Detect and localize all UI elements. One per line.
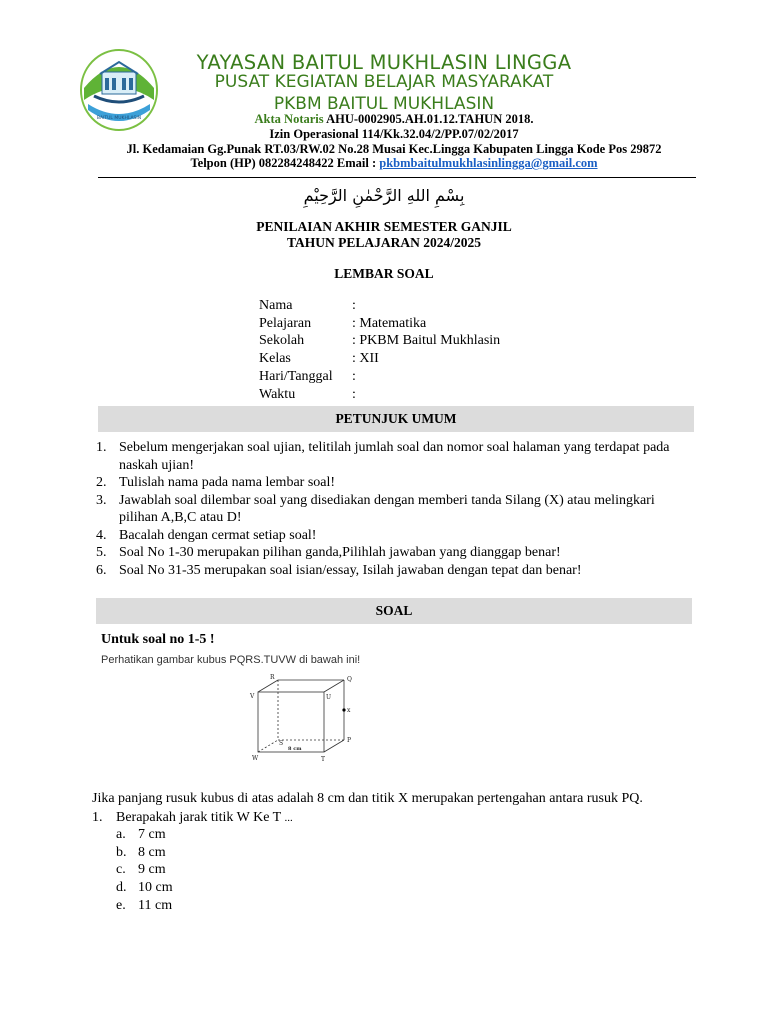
- exam-year: TAHUN PELAJARAN 2024/2025: [286, 235, 481, 250]
- figure-caption: Perhatikan gambar kubus PQRS.TUVW di bawah ini!: [101, 654, 361, 666]
- list-item: 5. Soal No 1-30 merupakan pilihan ganda,Pilihlah jawaban yang dianggap benar!: [96, 545, 561, 560]
- instructions-list: [96, 439, 696, 579]
- list-item: 4. Bacalah dengan cermat setiap soal!: [96, 527, 317, 543]
- address-line: Jl. Kedamaian Gg.Punak RT.03/RW.02 No.28 Musai Kec.Lingga Kabupaten Lingga Kode Pos 29872: [126, 142, 662, 156]
- soal-heading: SOAL: [96, 598, 692, 624]
- identity-row-pelajaran: Pelajaran : Matematika: [259, 316, 427, 331]
- option-c[interactable]: c. 9 cm: [116, 862, 166, 877]
- identity-row-waktu: Waktu :: [259, 387, 356, 402]
- option-a[interactable]: a. 7 cm: [116, 827, 166, 842]
- option-d[interactable]: d. 10 cm: [116, 880, 173, 895]
- akta-notaris-line: [80, 112, 708, 127]
- sheet-title: LEMBAR SOAL: [334, 266, 434, 281]
- list-item: 3. Jawablah soal dilembar soal yang disediakan dengan memberi tanda Silang (X) atau melingkari pilihan A,B,C atau D!: [96, 492, 655, 525]
- org-name-line2: PUSAT KEGIATAN BELAJAR MASYARAKAT: [214, 72, 554, 92]
- label-t: T: [321, 756, 326, 763]
- label-w: W: [252, 755, 259, 762]
- basmalah-text: بِسْمِ اللهِ الرَّحْمٰنِ الرَّحِيْمِ: [303, 186, 465, 205]
- identity-row-kelas: Kelas : XII: [259, 351, 379, 366]
- label-q: Q: [347, 676, 352, 683]
- instructions-heading: PETUNJUK UMUM: [98, 406, 694, 432]
- org-name-line1: YAYASAN BAITUL MUKHLASIN LINGGA: [196, 51, 572, 74]
- list-item: 6. Soal No 31-35 merupakan soal isian/essay, Isilah jawaban dengan tepat dan benar!: [96, 562, 582, 578]
- identity-row-sekolah: Sekolah : PKBM Baitul Mukhlasin: [259, 333, 501, 348]
- point-x-marker: [342, 708, 345, 711]
- label-u: U: [326, 694, 332, 701]
- identity-row-nama: Nama :: [259, 298, 356, 313]
- label-v: V: [250, 693, 255, 700]
- email-link[interactable]: pkbmbaitulmukhlasinlingga@gmail.com: [379, 156, 598, 170]
- label-edge-length: 8 cm: [288, 746, 302, 752]
- option-b[interactable]: b. 8 cm: [116, 845, 166, 860]
- label-s: S: [279, 740, 284, 747]
- phone-label: Telpon (HP) 082284248422 Email :: [190, 156, 380, 170]
- izin-operasional: Izin Operasional 114/Kk.32.04/2/PP.07/02/2017: [269, 127, 519, 141]
- list-item: 1. Sebelum mengerjakan soal ujian, telitilah jumlah soal dan nomor soal halaman yang terdapat pada naskah ujian!: [96, 440, 670, 473]
- akta-value: AHU-0002905.AH.01.12.TAHUN 2018: [326, 112, 531, 126]
- label-r: R: [270, 674, 275, 681]
- akta-label: Akta Notaris: [254, 112, 324, 126]
- org-name-line3: PKBM BAITUL MUKHLASIN: [273, 94, 495, 114]
- section-subheading: Untuk soal no 1-5 !: [101, 632, 215, 647]
- contact-line: [80, 156, 708, 171]
- list-item: 2. Tulislah nama pada nama lembar soal!: [96, 475, 336, 490]
- question-context: Jika panjang rusuk kubus di atas adalah 8 cm dan titik X merupakan pertengahan antara rusuk PQ.: [92, 791, 643, 806]
- identity-row-hari-tanggal: Hari/Tanggal :: [259, 369, 356, 384]
- cube-figure: [246, 672, 364, 764]
- logo-caption: BAITUL MUKHLASIN: [96, 116, 142, 121]
- label-p: P: [347, 737, 352, 744]
- option-e[interactable]: e. 11 cm: [116, 898, 173, 913]
- label-x: x: [347, 707, 351, 714]
- question-1: 1. Berapakah jarak titik W Ke T ...: [92, 810, 293, 825]
- header-divider: [98, 177, 696, 178]
- akta-suffix: .: [530, 112, 534, 126]
- exam-title: PENILAIAN AKHIR SEMESTER GANJIL: [256, 219, 512, 234]
- basmalah-calligraphy: [303, 182, 465, 208]
